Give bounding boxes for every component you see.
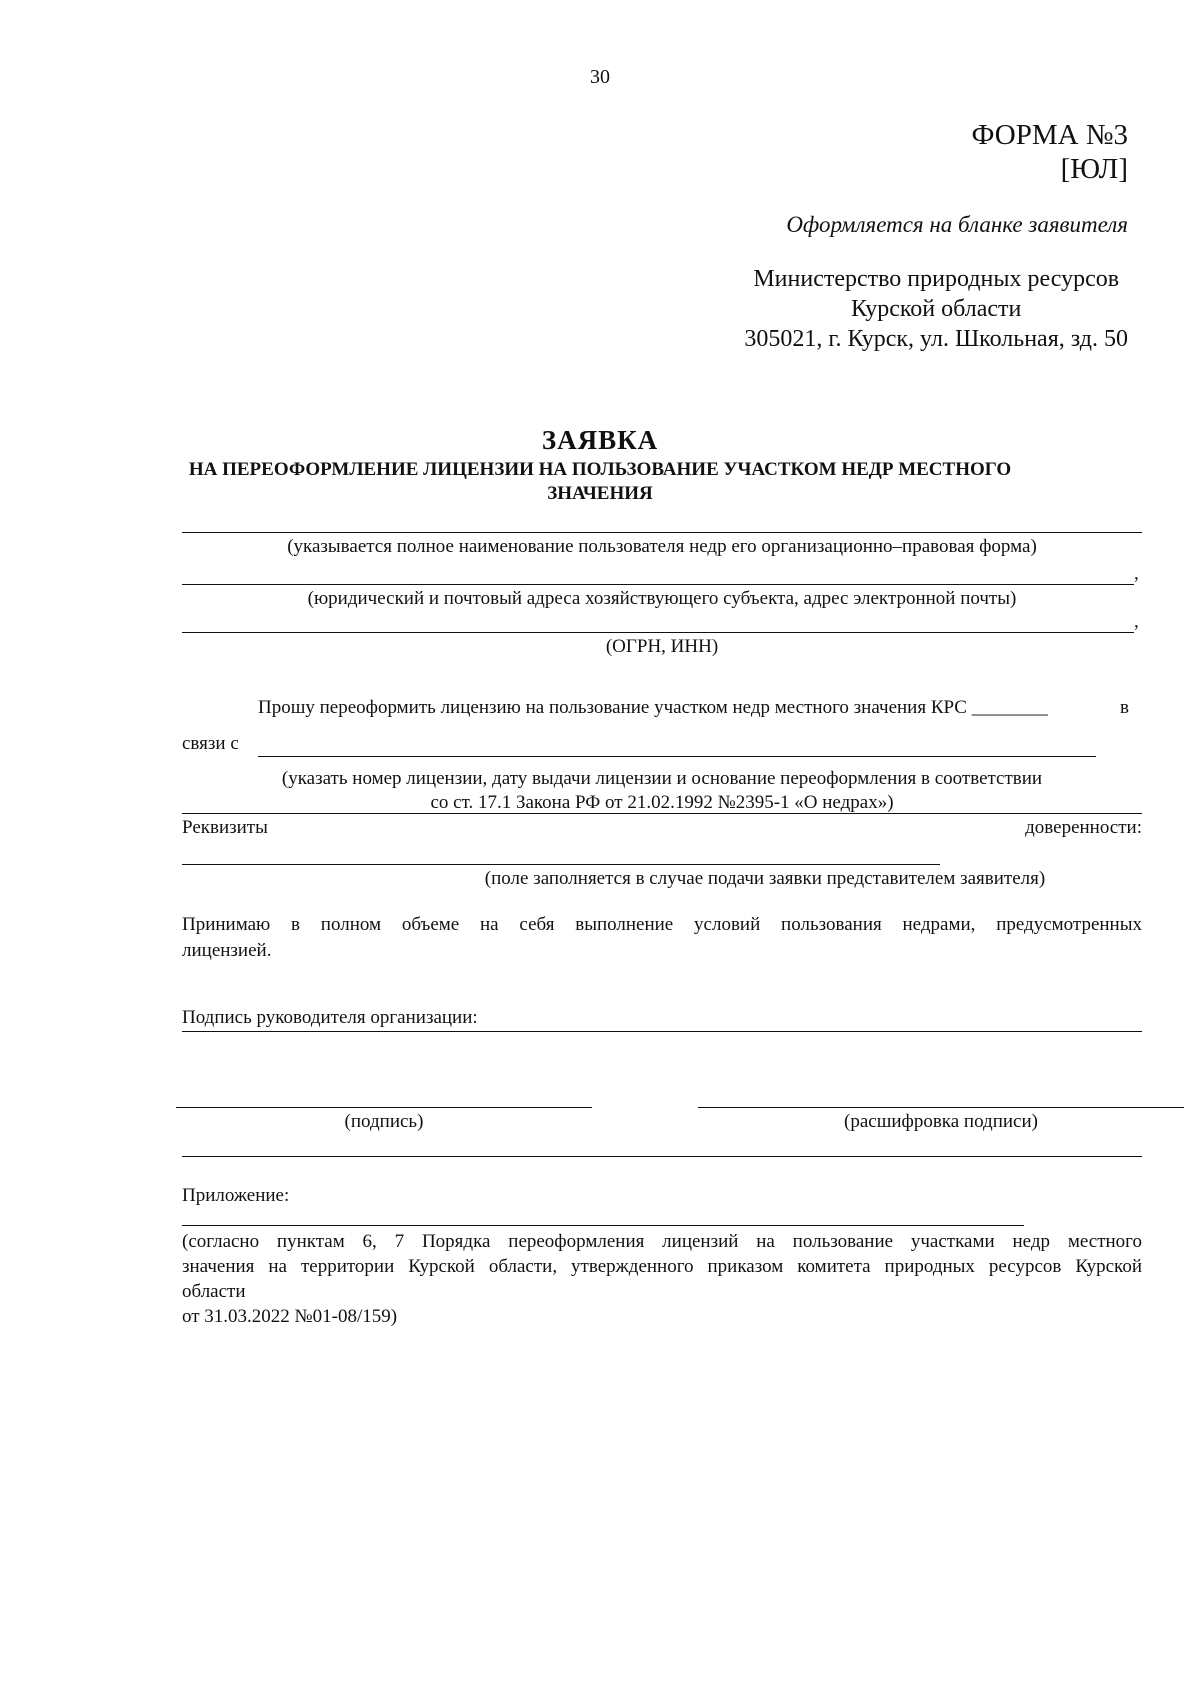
- requisites-proxy-label: доверенности:: [1025, 817, 1142, 838]
- ogrn-comma: ,: [1134, 611, 1139, 632]
- attachment-note-line-2: значения на территории Курской области, утвержденного приказом комитета природных ресурсов Курской: [182, 1256, 1142, 1277]
- signature-line[interactable]: [176, 1107, 592, 1108]
- attachment-note-line-4: от 31.03.2022 №01-08/159): [182, 1306, 398, 1327]
- signature-decode-line[interactable]: [698, 1107, 1184, 1108]
- attachment-note-line-1: (согласно пунктам 6, 7 Порядка переоформления лицензий на пользование участками недр местного: [182, 1231, 1142, 1252]
- proxy-caption: (поле заполняется в случае подачи заявки представителем заявителя): [484, 868, 1046, 889]
- document-title: ЗАЯВКА: [541, 425, 659, 455]
- requisites-label: Реквизиты: [182, 817, 268, 838]
- ogrn-inn-caption: (ОГРН, ИНН): [605, 636, 719, 657]
- page-number: 30: [590, 66, 610, 88]
- document-subtitle-line-2: ЗНАЧЕНИЯ: [547, 483, 653, 504]
- request-suffix: в: [1120, 697, 1129, 718]
- recipient-line-3: 305021, г. Курск, ул. Школьная, зд. 50: [744, 326, 1128, 352]
- head-signature-line[interactable]: [182, 1031, 1142, 1032]
- separator-line: [182, 1156, 1142, 1157]
- head-signature-label: Подпись руководителя организации:: [182, 1007, 478, 1028]
- acceptance-text-line-2: лицензией.: [182, 940, 272, 961]
- attachment-line[interactable]: [182, 1225, 1024, 1226]
- signature-caption: (подпись): [344, 1111, 424, 1132]
- recipient-line-1: Министерство природных ресурсов: [753, 266, 1120, 292]
- license-caption-line-1: (указать номер лицензии, дату выдачи лицензии и основание переоформления в соответствии: [281, 768, 1043, 789]
- attachment-label: Приложение:: [182, 1185, 290, 1206]
- form-number: ФОРМА №3: [971, 119, 1128, 151]
- ogrn-inn-line[interactable]: [182, 632, 1134, 633]
- request-text: Прошу переоформить лицензию на пользование участком недр местного значения КРС ________: [258, 697, 1048, 718]
- applicant-name-line[interactable]: [182, 532, 1142, 533]
- applicant-name-caption: (указывается полное наименование пользователя недр его организационно–правовая форма): [287, 536, 1037, 557]
- document-subtitle: [0, 458, 1200, 506]
- form-designation: [972, 118, 1128, 186]
- document-subtitle-line-1: НА ПЕРЕОФОРМЛЕНИЕ ЛИЦЕНЗИИ НА ПОЛЬЗОВАНИЕ УЧАСТКОМ НЕДР МЕСТНОГО: [188, 459, 1012, 480]
- proxy-line[interactable]: [182, 864, 940, 865]
- recipient-line-2: Курской области: [851, 296, 1022, 322]
- attachment-note-line-3: области: [182, 1281, 246, 1302]
- recipient-block: [744, 264, 1128, 354]
- request-continuation: связи с: [182, 733, 239, 754]
- signature-decode-caption: (расшифровка подписи): [844, 1111, 1038, 1132]
- address-caption: (юридический и почтовый адреса хозяйствующего субъекта, адрес электронной почты): [307, 588, 1017, 609]
- acceptance-text-line-1: Принимаю в полном объеме на себя выполнение условий пользования недрами, предусмотренных: [182, 914, 1142, 935]
- form-type: [ЮЛ]: [1060, 153, 1128, 185]
- license-line[interactable]: [182, 813, 1142, 814]
- address-line[interactable]: [182, 584, 1134, 585]
- address-comma: ,: [1134, 563, 1139, 584]
- reason-line[interactable]: [258, 756, 1096, 757]
- license-caption-line-2: со ст. 17.1 Закона РФ от 21.02.1992 №2395-1 «О недрах»): [430, 792, 894, 813]
- letterhead-note: Оформляется на бланке заявителя: [786, 212, 1128, 237]
